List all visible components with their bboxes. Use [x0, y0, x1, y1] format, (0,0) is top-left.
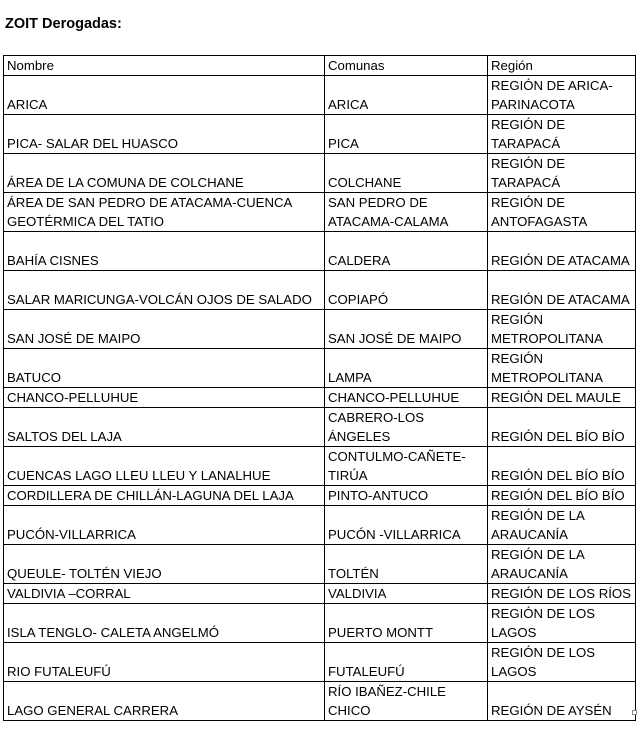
cell-comunas: PICA	[325, 115, 488, 154]
table-row	[4, 643, 636, 682]
table-row	[4, 682, 636, 721]
cell-region: REGIÓN METROPOLITANA	[488, 310, 636, 349]
table-resize-handle[interactable]	[632, 710, 637, 715]
cell-region: REGIÓN DEL BÍO BÍO	[488, 447, 636, 486]
cell-region: REGIÓN DE ATACAMA	[488, 271, 636, 310]
header-comunas: Comunas	[325, 56, 488, 76]
table-row	[4, 486, 636, 506]
cell-nombre: SALAR MARICUNGA-VOLCÁN OJOS DE SALADO	[4, 271, 325, 310]
cell-comunas: COLCHANE	[325, 154, 488, 193]
table-row	[4, 604, 636, 643]
cell-nombre: SALTOS DEL LAJA	[4, 408, 325, 447]
cell-nombre: PICA- SALAR DEL HUASCO	[4, 115, 325, 154]
cell-nombre: PUCÓN-VILLARRICA	[4, 506, 325, 545]
cell-nombre: ARICA	[4, 76, 325, 115]
cell-comunas: COPIAPÓ	[325, 271, 488, 310]
table-row	[4, 506, 636, 545]
table-row	[4, 388, 636, 408]
table-header-row	[4, 56, 636, 76]
cell-nombre: ÁREA DE LA COMUNA DE COLCHANE	[4, 154, 325, 193]
cell-comunas: PUCÓN -VILLARRICA	[325, 506, 488, 545]
cell-region: REGIÓN DEL MAULE	[488, 388, 636, 408]
table-row	[4, 408, 636, 447]
cell-nombre: SAN JOSÉ DE MAIPO	[4, 310, 325, 349]
cell-region: REGIÓN DEL BÍO BÍO	[488, 408, 636, 447]
table-row	[4, 232, 636, 271]
cell-region: REGIÓN DE LOS RÍOS	[488, 584, 636, 604]
cell-region: REGIÓN METROPOLITANA	[488, 349, 636, 388]
cell-comunas: VALDIVIA	[325, 584, 488, 604]
cell-comunas: SAN JOSÉ DE MAIPO	[325, 310, 488, 349]
table-row	[4, 349, 636, 388]
cell-comunas: FUTALEUFÚ	[325, 643, 488, 682]
cell-nombre: LAGO GENERAL CARRERA	[4, 682, 325, 721]
table-row	[4, 447, 636, 486]
zoit-table	[3, 55, 636, 721]
table-row	[4, 193, 636, 232]
cell-nombre: CUENCAS LAGO LLEU LLEU Y LANALHUE	[4, 447, 325, 486]
cell-region: REGIÓN DE LOS LAGOS	[488, 643, 636, 682]
cell-comunas: CABRERO-LOS ÁNGELES	[325, 408, 488, 447]
cell-nombre: ÁREA DE SAN PEDRO DE ATACAMA-CUENCA GEOTÉRMICA DEL TATIO	[4, 193, 325, 232]
table-row	[4, 584, 636, 604]
cell-comunas: CALDERA	[325, 232, 488, 271]
cell-nombre: RIO FUTALEUFÚ	[4, 643, 325, 682]
cell-nombre: CHANCO-PELLUHUE	[4, 388, 325, 408]
table-row	[4, 271, 636, 310]
table-row	[4, 76, 636, 115]
cell-comunas: PUERTO MONTT	[325, 604, 488, 643]
cell-region: REGIÓN DE ANTOFAGASTA	[488, 193, 636, 232]
cell-nombre: BAHÍA CISNES	[4, 232, 325, 271]
cell-comunas: CHANCO-PELLUHUE	[325, 388, 488, 408]
cell-comunas: SAN PEDRO DE ATACAMA-CALAMA	[325, 193, 488, 232]
cell-region: REGIÓN DEL BÍO BÍO	[488, 486, 636, 506]
cell-nombre: CORDILLERA DE CHILLÁN-LAGUNA DEL LAJA	[4, 486, 325, 506]
cell-comunas: PINTO-ANTUCO	[325, 486, 488, 506]
cell-nombre: QUEULE- TOLTÉN VIEJO	[4, 545, 325, 584]
cell-region: REGIÓN DE LA ARAUCANÍA	[488, 545, 636, 584]
cell-region: REGIÓN DE LA ARAUCANÍA	[488, 506, 636, 545]
cell-region: REGIÓN DE TARAPACÁ	[488, 115, 636, 154]
table-row	[4, 115, 636, 154]
cell-comunas: ARICA	[325, 76, 488, 115]
cell-comunas: TOLTÉN	[325, 545, 488, 584]
table-row	[4, 545, 636, 584]
cell-region: REGIÓN DE AYSÉN	[488, 682, 636, 721]
page-title: ZOIT Derogadas:	[5, 16, 122, 32]
cell-region: REGIÓN DE LOS LAGOS	[488, 604, 636, 643]
header-region: Región	[488, 56, 636, 76]
cell-region: REGIÓN DE ARICA-PARINACOTA	[488, 76, 636, 115]
cell-comunas: LAMPA	[325, 349, 488, 388]
cell-comunas: CONTULMO-CAÑETE-TIRÚA	[325, 447, 488, 486]
table-row	[4, 154, 636, 193]
cell-region: REGIÓN DE TARAPACÁ	[488, 154, 636, 193]
table-row	[4, 310, 636, 349]
cell-nombre: VALDIVIA –CORRAL	[4, 584, 325, 604]
cell-nombre: ISLA TENGLO- CALETA ANGELMÓ	[4, 604, 325, 643]
header-nombre: Nombre	[4, 56, 325, 76]
cell-region: REGIÓN DE ATACAMA	[488, 232, 636, 271]
cell-nombre: BATUCO	[4, 349, 325, 388]
cell-comunas: RÍO IBAÑEZ-CHILE CHICO	[325, 682, 488, 721]
